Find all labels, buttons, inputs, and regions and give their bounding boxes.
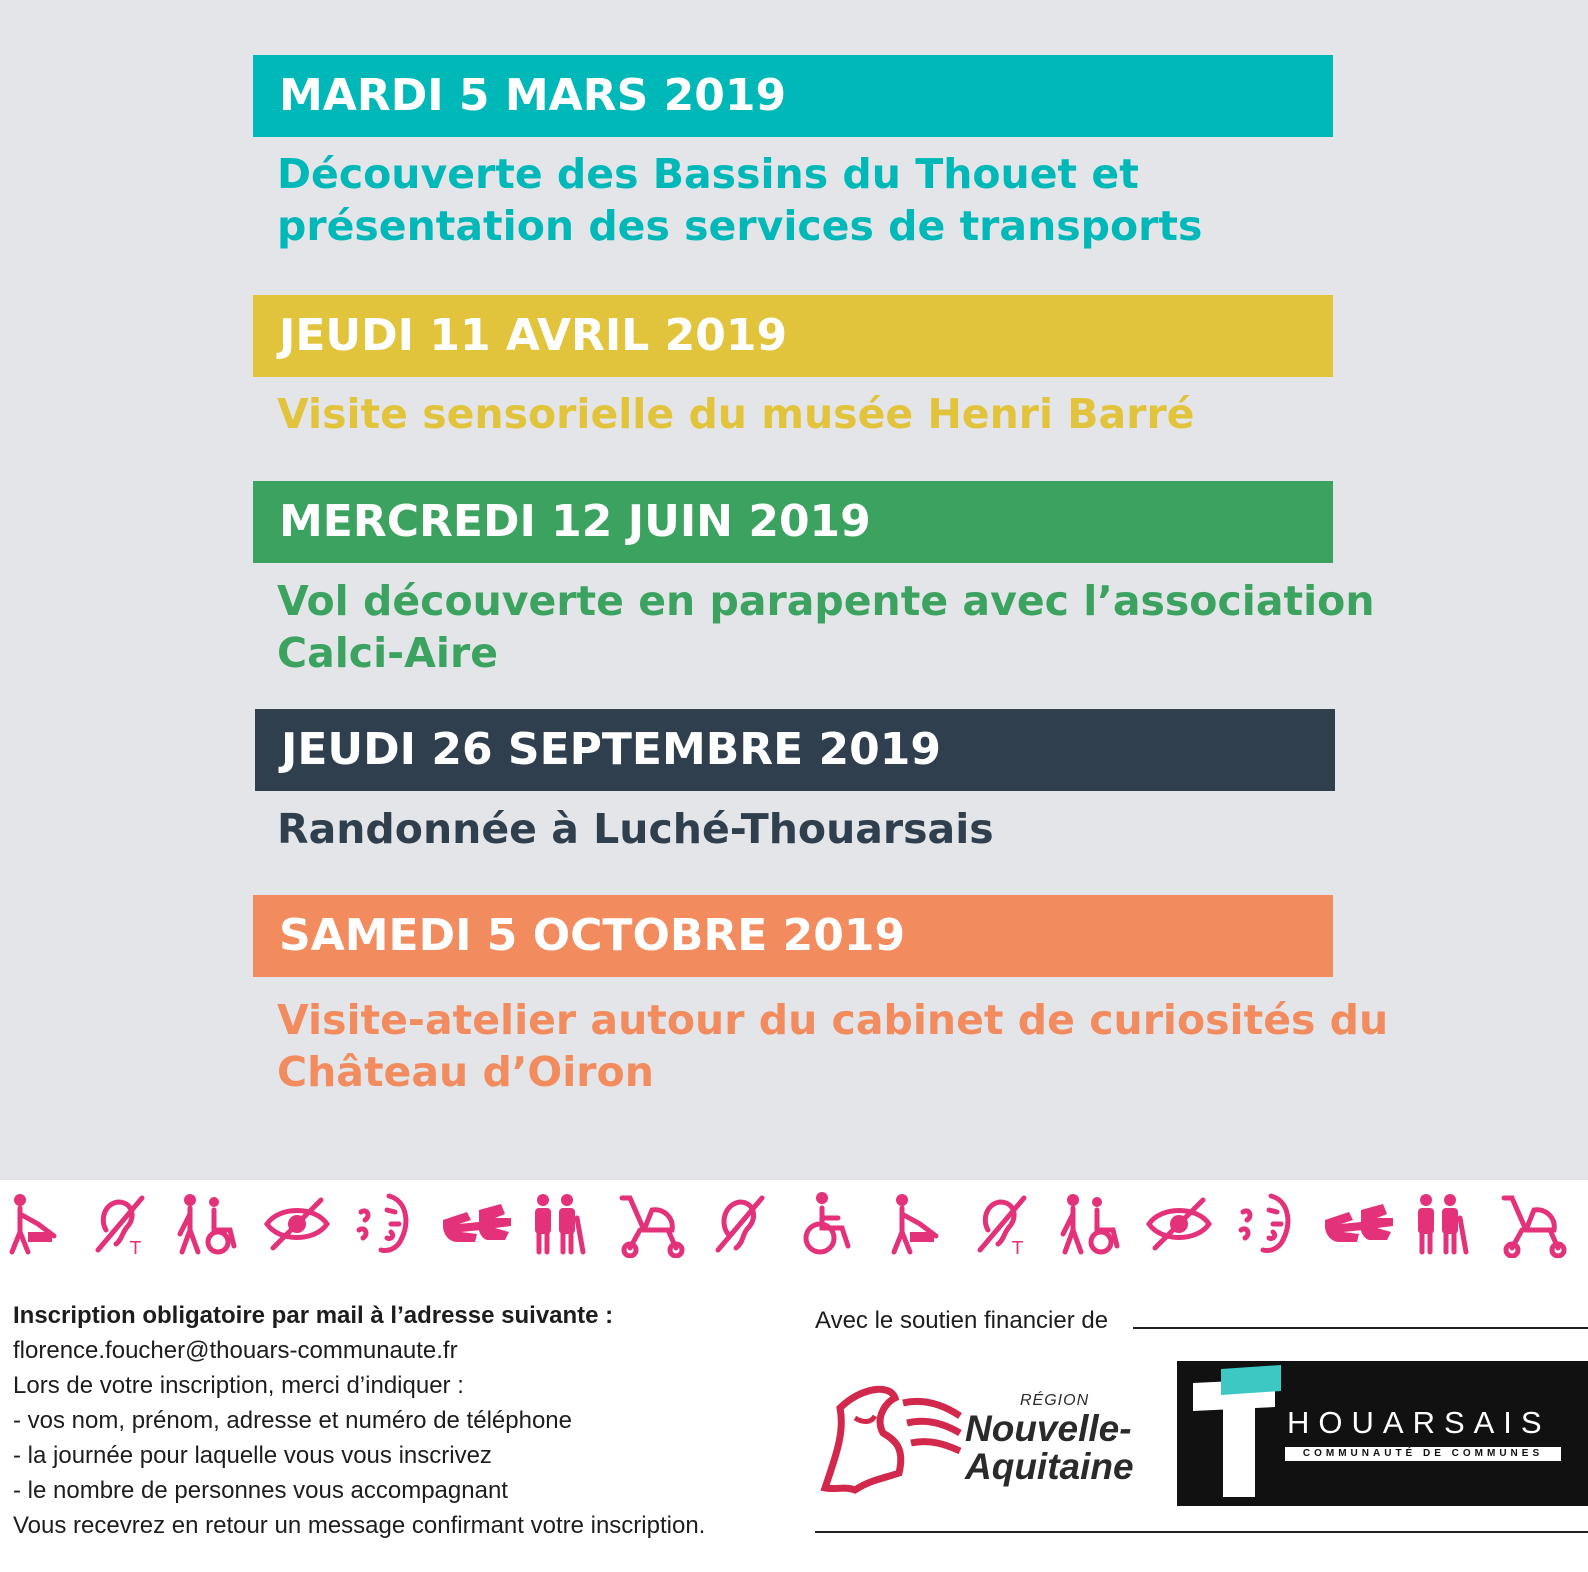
registration-heading: Inscription obligatoire par mail à l’adresse suivante : — [13, 1302, 614, 1329]
hearing-loop-icon — [86, 1190, 158, 1258]
event-date-2: JEUDI 11 AVRIL 2019 — [253, 295, 1333, 377]
elderly-couple-icon — [527, 1190, 599, 1258]
event-date-5: SAMEDI 5 OCTOBRE 2019 — [253, 895, 1333, 977]
event-date-3: MERCREDI 12 JUIN 2019 — [253, 481, 1333, 563]
lion-icon — [815, 1378, 965, 1498]
stroller-icon — [616, 1190, 688, 1258]
region-label: RÉGION — [1020, 1392, 1090, 1409]
registration-email[interactable]: florence.foucher@thouars-communaute.fr — [13, 1337, 458, 1364]
registration-closing: Vous recevrez en retour un message confirmant votre inscription. — [13, 1512, 706, 1539]
event-title-3 — [277, 575, 1375, 679]
stroller-icon — [1498, 1190, 1570, 1258]
event-title-4 — [277, 803, 1357, 855]
registration-intro: Lors de votre inscription, merci d’indiquer : — [13, 1372, 464, 1399]
guide-dog-icon — [880, 1190, 952, 1258]
guide-dog-icon — [0, 1190, 70, 1258]
event-title-line: Découverte des Bassins du Thouet et — [277, 150, 1139, 198]
visual-impairment-icon — [1145, 1190, 1217, 1258]
sign-language-icon — [1321, 1190, 1393, 1258]
visual-impairment-icon — [263, 1190, 335, 1258]
event-title-line: Visite sensorielle du musée Henri Barré — [277, 390, 1195, 438]
event-title-line: Calci-Aire — [277, 629, 498, 677]
event-date-4: JEUDI 26 SEPTEMBRE 2019 — [255, 709, 1335, 791]
divider — [815, 1531, 1588, 1533]
registration-info — [13, 1298, 773, 1543]
hearing-impaired-icon — [704, 1190, 776, 1258]
accessibility-icon-strip — [0, 1190, 1588, 1262]
event-title-line: Château d’Oiron — [277, 1048, 654, 1096]
speech-icon — [1233, 1190, 1305, 1258]
wheelchair-icon — [792, 1190, 864, 1258]
walking-aid-wheelchair-icon — [174, 1190, 246, 1258]
registration-item: - le nombre de personnes vous accompagnant — [13, 1477, 508, 1504]
event-title-1 — [277, 148, 1357, 252]
walking-aid-wheelchair-icon — [1057, 1190, 1129, 1258]
event-title-line: Visite-atelier autour du cabinet de curiosités du — [277, 996, 1389, 1044]
registration-item: - la journée pour laquelle vous vous inscrivez — [13, 1442, 492, 1469]
event-title-line: Vol découverte en parapente avec l’association — [277, 577, 1375, 625]
elderly-couple-icon — [1410, 1190, 1482, 1258]
event-title-line: présentation des services de transports — [277, 202, 1203, 250]
registration-item: - vos nom, prénom, adresse et numéro de téléphone — [13, 1407, 572, 1434]
event-title-2 — [277, 388, 1357, 440]
hearing-loop-icon — [968, 1190, 1040, 1258]
thouarsais-name: HOUARSAIS — [1287, 1405, 1551, 1440]
thouarsais-logo — [1177, 1361, 1588, 1506]
support-label: Avec le soutien financier de — [815, 1307, 1109, 1334]
event-date-1: MARDI 5 MARS 2019 — [253, 55, 1333, 137]
nouvelle-aquitaine-logo — [815, 1378, 1145, 1498]
divider — [1133, 1327, 1588, 1329]
region-name-line: Aquitaine — [965, 1446, 1134, 1487]
speech-icon — [351, 1190, 423, 1258]
event-title-line: Randonnée à Luché-Thouarsais — [277, 805, 994, 853]
event-title-5 — [277, 994, 1389, 1098]
sign-language-icon — [439, 1190, 511, 1258]
svg-text:T: T — [130, 1238, 141, 1258]
svg-text:T: T — [1012, 1238, 1023, 1258]
flag-t-icon — [1177, 1361, 1287, 1506]
region-name-line: Nouvelle- — [965, 1408, 1132, 1449]
thouarsais-subtitle: COMMUNAUTÉ DE COMMUNES — [1285, 1447, 1561, 1461]
